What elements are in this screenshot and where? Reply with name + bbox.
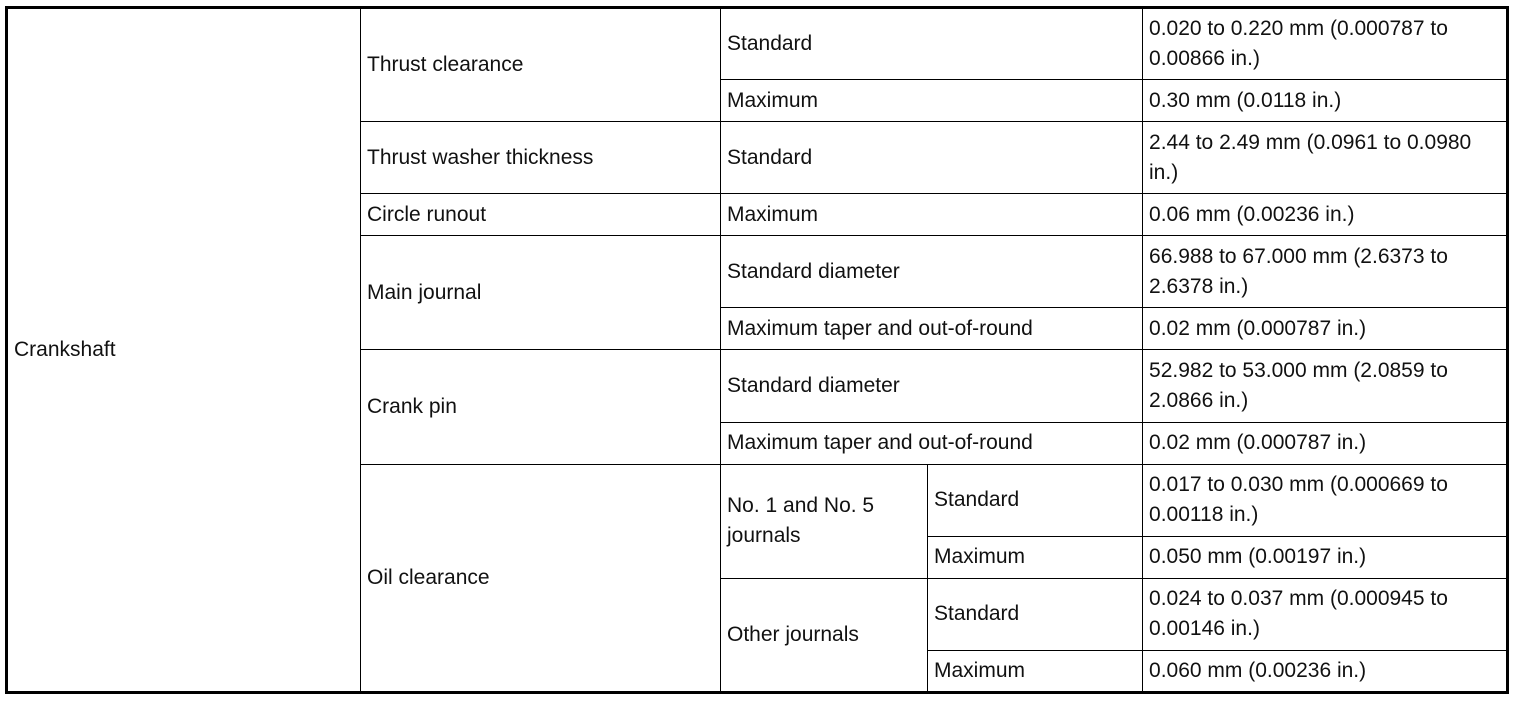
item-circle-runout: Circle runout [361,194,721,236]
spec-value: 0.30 mm (0.0118 in.) [1143,80,1508,122]
spec-label: Standard [928,464,1143,536]
sub-item-no1-no5-journals: No. 1 and No. 5 journals [721,464,928,578]
spec-value: 2.44 to 2.49 mm (0.0961 to 0.0980 in.) [1143,122,1508,194]
spec-label: Maximum [721,194,1143,236]
spec-value: 0.024 to 0.037 mm (0.000945 to 0.00146 in.) [1143,578,1508,650]
spec-value: 52.982 to 53.000 mm (2.0859 to 2.0866 in.) [1143,350,1508,422]
spec-label: Standard [721,122,1143,194]
table-row [7,8,1508,80]
item-oil-clearance: Oil clearance [361,464,721,692]
item-crank-pin: Crank pin [361,350,721,464]
item-thrust-washer-thickness: Thrust washer thickness [361,122,721,194]
spec-value: 0.017 to 0.030 mm (0.000669 to 0.00118 in.) [1143,464,1508,536]
spec-value: 0.06 mm (0.00236 in.) [1143,194,1508,236]
spec-value: 0.050 mm (0.00197 in.) [1143,536,1508,578]
sub-item-other-journals: Other journals [721,578,928,692]
spec-label: Standard [928,578,1143,650]
crankshaft-spec-table [5,6,1509,694]
spec-label: Maximum taper and out-of-round [721,308,1143,350]
spec-value: 66.988 to 67.000 mm (2.6373 to 2.6378 in.) [1143,236,1508,308]
spec-label: Maximum [721,80,1143,122]
item-main-journal: Main journal [361,236,721,350]
item-thrust-clearance: Thrust clearance [361,8,721,122]
spec-label: Maximum [928,536,1143,578]
spec-value: 0.02 mm (0.000787 in.) [1143,422,1508,464]
spec-label: Standard diameter [721,350,1143,422]
component-cell: Crankshaft [7,8,361,693]
spec-value: 0.020 to 0.220 mm (0.000787 to 0.00866 in.) [1143,8,1508,80]
spec-label: Standard diameter [721,236,1143,308]
spec-value: 0.02 mm (0.000787 in.) [1143,308,1508,350]
spec-label: Maximum [928,650,1143,692]
spec-label: Maximum taper and out-of-round [721,422,1143,464]
spec-value: 0.060 mm (0.00236 in.) [1143,650,1508,692]
spec-label: Standard [721,8,1143,80]
